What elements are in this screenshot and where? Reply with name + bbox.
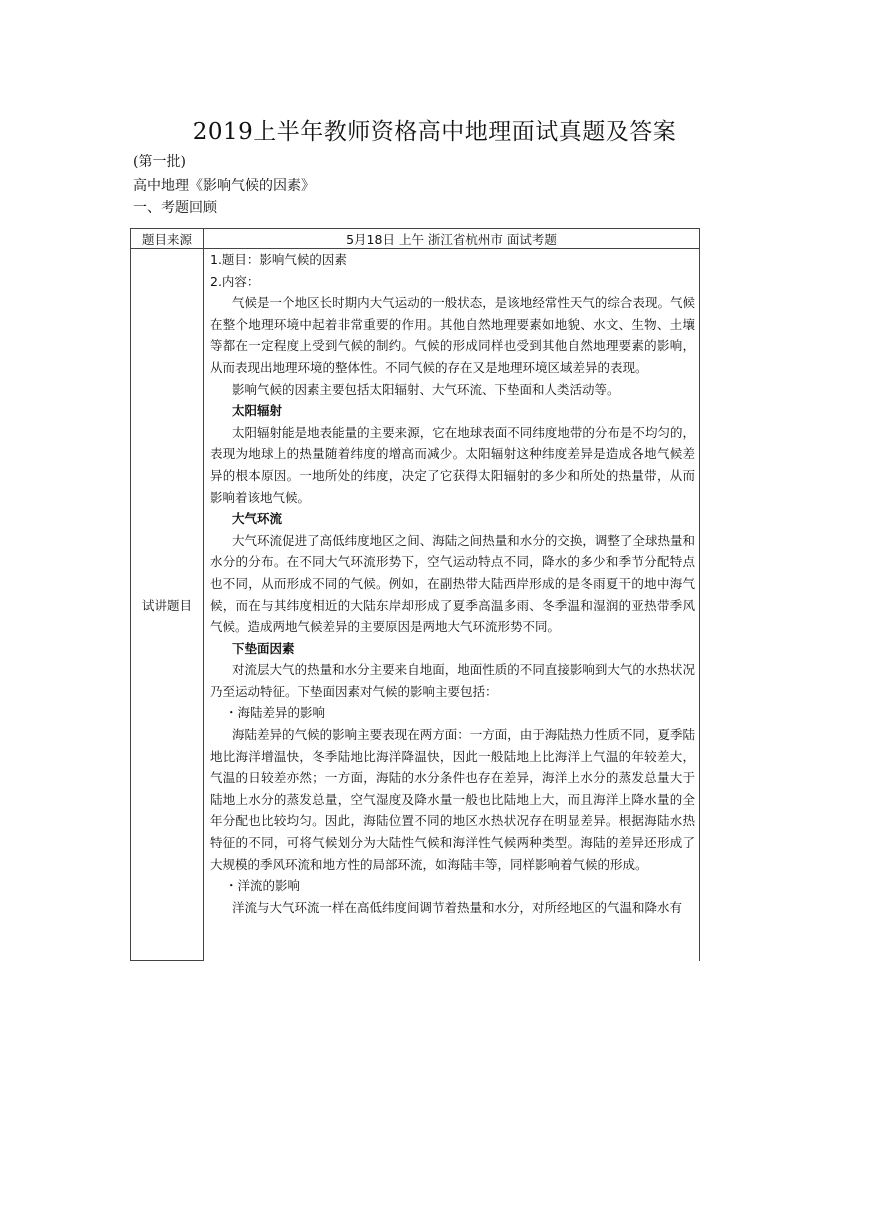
paragraph-underlying-surface: 对流层大气的热量和水分主要来自地面，地面性质的不同直接影响到大气的水热状况乃至运动特征。下垫面因素对气候的影响主要包括：	[210, 662, 695, 699]
exam-table	[130, 228, 700, 961]
topic-content-body	[204, 249, 699, 959]
paragraph-factors: 影响气候的因素主要包括太阳辐射、大气环流、下垫面和人类活动等。	[232, 381, 620, 397]
source-value: 5月18日 上午 浙江省杭州市 面试考题	[204, 229, 700, 249]
topic-row	[131, 249, 700, 961]
heading-underlying-surface: 下垫面因素	[232, 640, 295, 656]
paragraph-land-sea: 海陆差异的气候的影响主要表现在两方面：一方面，由于海陆热力性质不同，夏季陆地比海洋增温快，冬季陆地比海洋降温快，因此一般陆地上比海洋上气温的年较差大，气温的日较差亦然；一方面，海陆的水分条件也存在差异，海洋上水分的蒸发总量大于陆地上水分的蒸发总量，空气湿度及降水量一般也比陆地上大，而且海洋上降水量的全年分配也比较均匀。因此，海陆位置不同的地区水热状况存在明显差异。根据海陆水热特征的不同，可将气候划分为大陆性气候和海洋性气候两种类型。海陆的差异还形成了大规模的季风环流和地方性的局部环流，如海陆丰等，同样影响着气候的形成。	[210, 727, 695, 872]
paragraph-solar-radiation: 太阳辐射能是地表能量的主要来源，它在地球表面不同纬度地带的分布是不均匀的，表现为地球上的热量随着纬度的增高而减少。太阳辐射这种纬度差异是造成各地气候差异的根本原因。一地所处的纬度，决定了它获得太阳辐射的多少和所处的热量带，从而影响着该地气候。	[210, 424, 695, 505]
paragraph-atmospheric-circulation: 大气环流促进了高低纬度地区之间、海陆之间热量和水分的交换，调整了全球热量和水分的分布。在不同大气环流形势下，空气运动特点不同，降水的多少和季节分配特点也不同，从而形成不同的气候。例如，在副热带大陆西岸形成的是冬雨夏干的地中海气候，而在与其纬度相近的大陆东岸却形成了夏季高温多雨、冬季温和湿润的亚热带季风气候。造成两地气候差异的主要原因是两地大气环流形势不同。	[210, 532, 695, 635]
topic-label: 试讲题目	[131, 249, 204, 961]
source-label: 题目来源	[131, 229, 204, 249]
bullet-ocean-current: ・洋流的影响	[225, 878, 301, 894]
item-title: 1.题目：影响气候的因素	[210, 252, 347, 267]
heading-atmospheric-circulation: 大气环流	[232, 511, 283, 527]
paragraph-intro: 气候是一个地区长时期内大气运动的一般状态，是该地经常性天气的综合表现。气候在整个地理环境中起着非常重要的作用。其他自然地理要素如地貌、水文、生物、土壤等都在一定程度上受到气候的制约。气候的形成同样也受到其他自然地理要素的影响，从而表现出地理环境的整体性。不同气候的存在又是地理环境区域差异的表现。	[210, 295, 695, 375]
topic-content	[204, 249, 700, 961]
paragraph-ocean-current: 洋流与大气环流一样在高低纬度间调节着热量和水分，对所经地区的气温和降水有	[232, 899, 683, 915]
bullet-land-sea: ・海陆差异的影响	[225, 705, 326, 721]
page-title: 2019上半年教师资格高中地理面试真题及答案	[192, 119, 677, 145]
heading-solar-radiation: 太阳辐射	[232, 403, 283, 419]
section-heading: 一、考题回顾	[133, 200, 217, 216]
source-row	[131, 229, 700, 249]
batch-note: (第一批)	[133, 154, 186, 170]
subject-line: 高中地理《影响气候的因素》	[133, 178, 315, 194]
item-content-label: 2.内容：	[210, 273, 260, 289]
